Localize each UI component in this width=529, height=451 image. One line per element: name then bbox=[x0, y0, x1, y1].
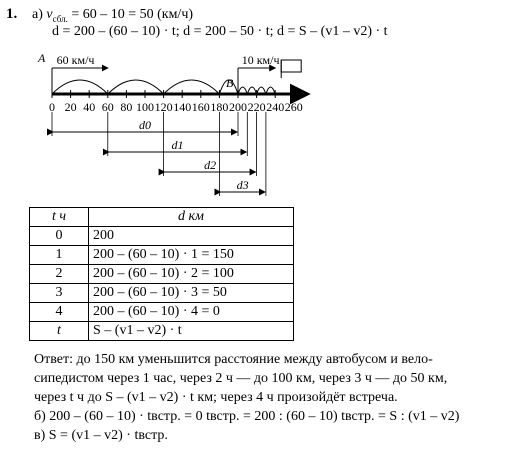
bus-step-arc bbox=[52, 80, 108, 94]
flag bbox=[281, 60, 301, 72]
table-cell-time: t bbox=[30, 322, 89, 341]
column-header-distance: d км bbox=[89, 208, 294, 227]
axis-tick-label: 260 bbox=[284, 100, 303, 114]
axis-tick-label: 0 bbox=[49, 100, 55, 114]
speed-formula-text: = 60 – 10 = 50 (км/ч) bbox=[67, 7, 194, 22]
distance-label: d2 bbox=[204, 158, 217, 172]
distance-table bbox=[29, 207, 294, 341]
axis-tick-label: 140 bbox=[173, 100, 192, 114]
axis-tick-label: 120 bbox=[154, 100, 173, 114]
axis-tick-label: 20 bbox=[64, 100, 77, 114]
bus-step-arc bbox=[164, 80, 220, 94]
distance-label: d3 bbox=[236, 178, 249, 192]
bus-step-arc bbox=[108, 80, 164, 94]
bus-speed-label: 60 км/ч bbox=[56, 53, 95, 67]
answer-line-3: через t ч до S – (v1 – v2) · t км; через 4 ч произойдёт встреча. bbox=[34, 390, 398, 405]
axis-tick-label: 80 bbox=[120, 100, 133, 114]
table-cell-distance: 200 – (60 – 10) · 4 = 0 bbox=[89, 303, 294, 322]
answer-line-4-part-b: б) 200 – (60 – 10) · tвстр. = 0 tвстр. = 200 : (60 – 10) tвстр. = S : (v1 – v2) bbox=[34, 409, 460, 424]
answer-block bbox=[34, 352, 524, 448]
axis-tick-label: 40 bbox=[83, 100, 96, 114]
axis-tick-label: 200 bbox=[229, 100, 247, 114]
table-row bbox=[30, 284, 294, 303]
answer-line-5-part-c: в) S = (v1 – v2) · tвстр. bbox=[34, 428, 168, 443]
axis-tick-label: 180 bbox=[210, 100, 229, 114]
table-cell-time: 1 bbox=[30, 246, 89, 265]
point-b-label: B bbox=[226, 76, 234, 90]
number-line-diagram bbox=[0, 44, 529, 202]
cyclist-speed-label: 10 км/ч bbox=[241, 53, 280, 67]
table-row bbox=[30, 265, 294, 284]
distance-formulas: d = 200 – (60 – 10) · t; d = 200 – 50 · t; d = S – (v1 – v2) · t bbox=[52, 24, 388, 39]
table-cell-distance: 200 – (60 – 10) · 1 = 150 bbox=[89, 246, 294, 265]
table-cell-distance: 200 – (60 – 10) · 3 = 50 bbox=[89, 284, 294, 303]
table-row bbox=[30, 227, 294, 246]
axis-tick-label: 160 bbox=[191, 100, 210, 114]
table-row bbox=[30, 322, 294, 341]
distance-label: d0 bbox=[139, 118, 151, 132]
axis-tick-label: 220 bbox=[247, 100, 266, 114]
table-cell-time: 2 bbox=[30, 265, 89, 284]
table-cell-time: 0 bbox=[30, 227, 89, 246]
axis-tick-label: 100 bbox=[136, 100, 154, 114]
column-header-time: t ч bbox=[30, 208, 89, 227]
table-row bbox=[30, 246, 294, 265]
part-a-label: а) bbox=[32, 7, 43, 22]
axis-tick-label: 240 bbox=[266, 100, 285, 114]
axis-tick-label: 60 bbox=[101, 100, 114, 114]
table-header-row bbox=[30, 208, 294, 227]
table-row bbox=[30, 303, 294, 322]
table-cell-time: 3 bbox=[30, 284, 89, 303]
table-cell-distance: 200 bbox=[89, 227, 294, 246]
speed-symbol: v bbox=[46, 7, 53, 22]
speed-subscript: сбл. bbox=[52, 13, 68, 24]
problem-number: 1. bbox=[6, 6, 18, 22]
distance-label: d1 bbox=[171, 138, 184, 152]
table-cell-distance: 200 – (60 – 10) · 2 = 100 bbox=[89, 265, 294, 284]
answer-line-2: сипедистом через 1 час, через 2 ч — до 100 км, через 3 ч — до 50 км, bbox=[34, 371, 448, 386]
table-cell-distance: S – (v1 – v2) · t bbox=[89, 322, 294, 341]
table-cell-time: 4 bbox=[30, 303, 89, 322]
answer-line-1: Ответ: до 150 км уменьшится расстояние между автобусом и вело- bbox=[34, 352, 433, 367]
point-a-label: A bbox=[38, 51, 46, 65]
